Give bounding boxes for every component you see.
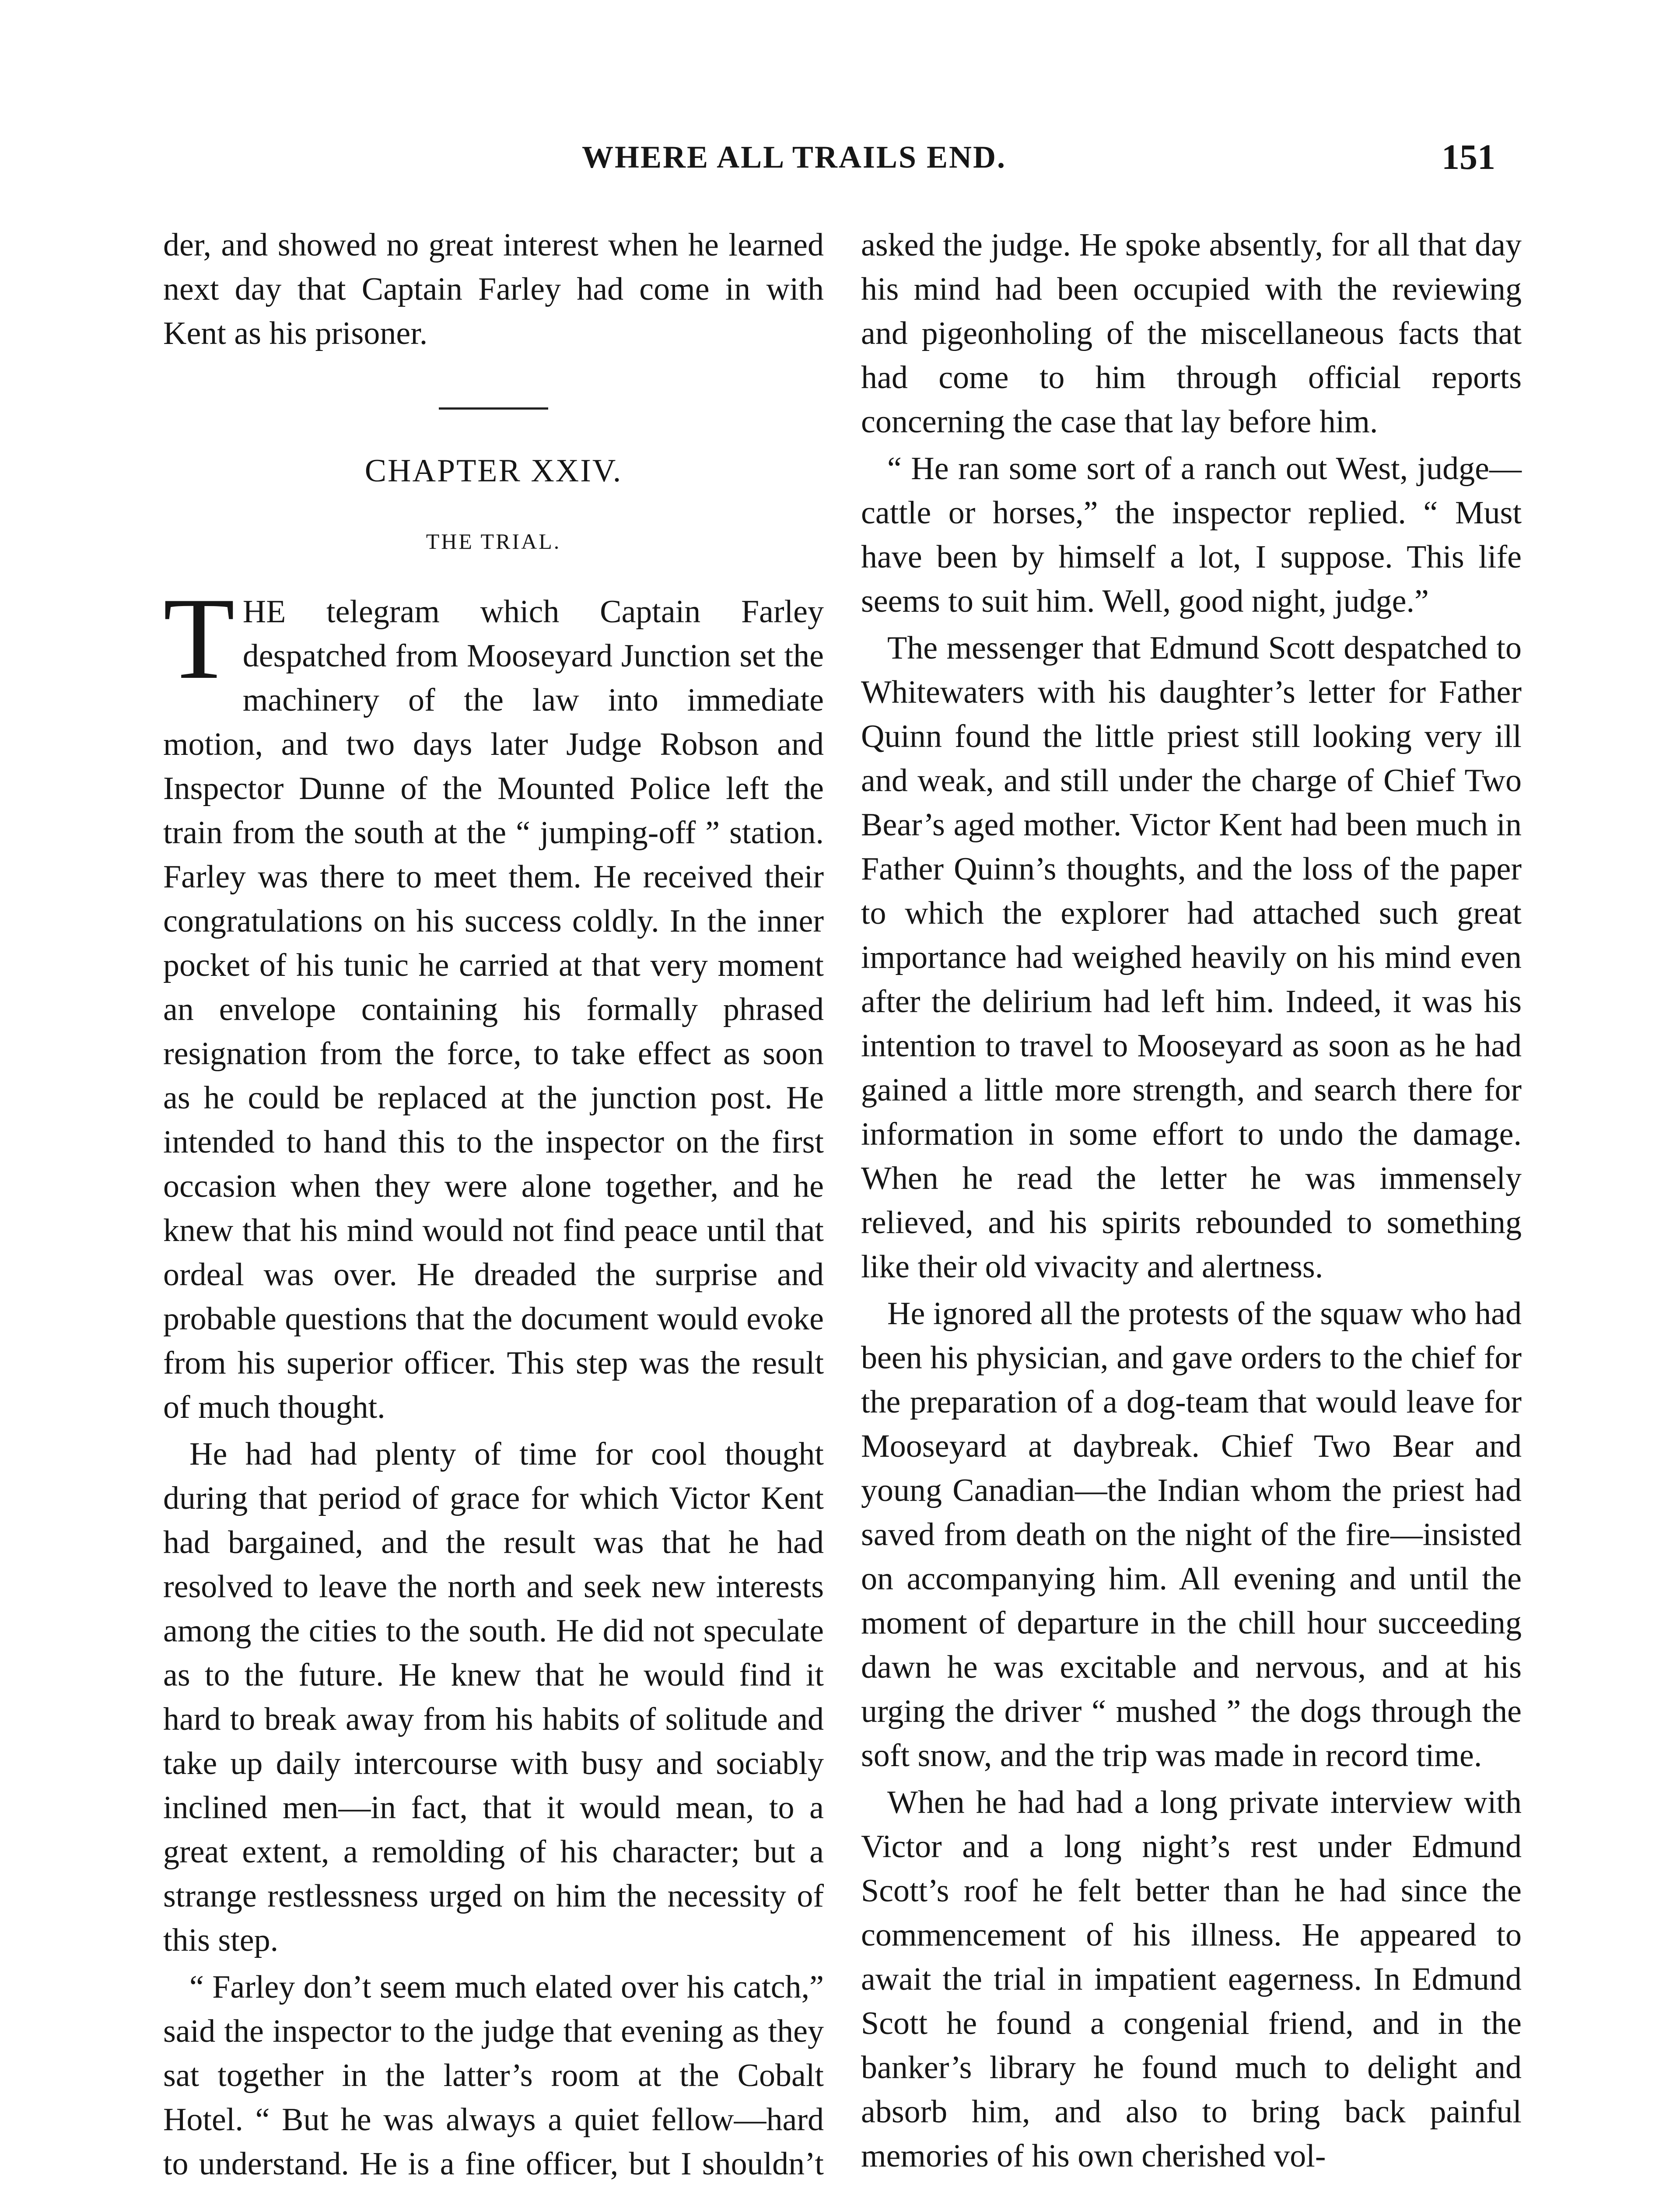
paragraph: “ Farley don’t seem much elated over his catch,” said the inspector to the judge that evening as they sat together in the latter’s room at the Cobalt Hotel. “ But he was always a quiet fellow—hard to understand. He is a fine officer, but I shouldn’t bbox=[163, 1969, 824, 2182]
continuation-paragraph: der, and showed no great interest when he learned next day that Captain Farley had come in with Kent as his prisoner. bbox=[163, 227, 824, 351]
page-number: 151 bbox=[1442, 137, 1495, 177]
paragraph: He had had plenty of time for cool thought during that period of grace for which Victor Kent had bargained, and the result was that he had resolved to leave the north and seek new interests among the cities to the south. He did not speculate as to the future. He knew that he would find it hard to break away from his habits of solitude and take up daily intercourse with busy and sociably inclined men—in fact, that it would mean, to a great extent, a remolding of his character; but a strange restlessness urged on him the necessity of this step. bbox=[163, 1436, 824, 1958]
paragraph: When he had had a long private interview with Victor and a long night’s rest under Edmund Scott’s roof he felt better than he had since the commencement of his illness. He appeared to await the trial in impatient eagerness. In Edmund Scott he found a congenial friend, and in the banker’s library he found much to delight and absorb him, and also to bring back painful memories of his own cherished vol- bbox=[861, 1785, 1522, 2174]
paragraph: asked the judge. He spoke absently, for all that day his mind had been occupied with the reviewing and pigeonholing of the miscellaneous facts that had come to him through official reports concerning the case that lay before him. bbox=[861, 227, 1522, 440]
running-head: WHERE ALL TRAILS END. bbox=[582, 140, 1006, 175]
chapter-opening-paragraph bbox=[163, 573, 824, 1430]
section-divider bbox=[439, 407, 548, 410]
left-column bbox=[163, 223, 824, 2188]
paragraph: The messenger that Edmund Scott despatched to Whitewaters with his daughter’s letter for Father Quinn found the little priest still looking very ill and weak, and still under the charge of Chief Two Bear’s aged mother. Victor Kent had been much in Father Quinn’s thoughts, and the loss of the paper to which the explorer had attached such great importance had weighed heavily on his mind even after the delirium had left him. Indeed, it was his intention to travel to Mooseyard as soon as he had gained a little more strength, and search there for information in some effort to undo the damage. When he read the letter he was immensely relieved, and his spirits rebounded to something like their old vivacity and alertness. bbox=[861, 630, 1522, 1285]
paragraph: He ignored all the protests of the squaw who had been his physician, and gave orders to the chief for the preparation of a dog-team that would leave for Mooseyard at daybreak. Chief Two Bear and young Canadian—the Indian whom the priest had saved from death on the night of the fire—insisted on accompanying him. All evening and until the moment of departure in the chill hour succeeding dawn he was excitable and nervous, and at his urging the driver “ mushed ” the dogs through the soft snow, and the trip was made in record time. bbox=[861, 1296, 1522, 1774]
opening-paragraph-text: HE telegram which Captain Farley despatched from Mooseyard Junction set the machinery of the law into immediate motion, and two days later Judge Robson and Inspector Dunne of the Mounted Police left the train from the south at the “ jumping-off ” station. Farley was there to meet them. He received their congratulations on his success coldly. In the inner pocket of his tunic he carried at that very moment an envelope containing his formally phrased resignation from the force, to take effect as soon as he could be replaced at the junction post. He intended to hand this to the inspector on the first occasion when they were alone together, and he knew that his mind would not find peace until that ordeal was over. He dreaded the surprise and probable questions that the document would evoke from his superior officer. This step was the result of much thought. bbox=[163, 594, 824, 1425]
drop-cap: T bbox=[163, 573, 235, 703]
chapter-title: CHAPTER XXIV. bbox=[364, 453, 623, 489]
paragraph: “ He ran some sort of a ranch out West, judge—cattle or horses,” the inspector replied. “ Must have been by himself a lot, I suppose. This life seems to suit him. Well, good night, judge.” bbox=[861, 451, 1522, 619]
chapter-subtitle: THE TRIAL. bbox=[426, 529, 561, 554]
right-column bbox=[861, 223, 1522, 2178]
